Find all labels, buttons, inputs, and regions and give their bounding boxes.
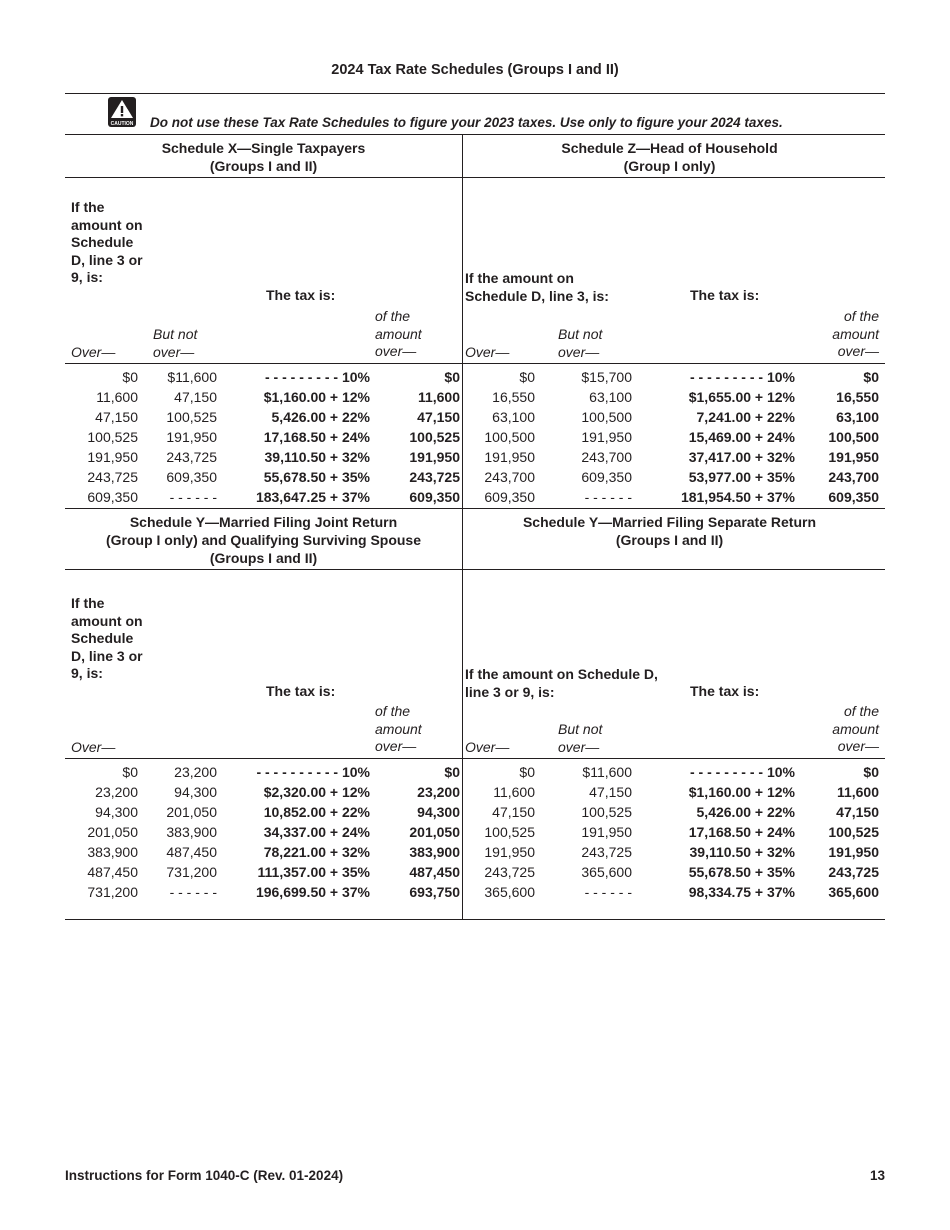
cell-tax: 37,417.00 + 32%: [688, 449, 795, 465]
cell-tax: $1,160.00 + 12%: [688, 784, 795, 800]
cell-over: 243,700: [484, 469, 535, 485]
top-rows: [0, 369, 950, 509]
cell-tax: 5,426.00 + 22%: [696, 804, 795, 820]
table-row: [0, 824, 950, 844]
schedule-y-separate-title: Schedule Y—Married Filing Separate Return (Groups I and II): [522, 514, 817, 548]
cell-of-over: 47,150: [417, 409, 460, 425]
cell-of-over: 16,550: [836, 389, 879, 405]
cell-not-over: 100,525: [581, 804, 632, 820]
schedule-x-title: Schedule X—Single Taxpayers (Groups I and II): [161, 140, 366, 174]
schedule-y-joint-over-label: Over—: [71, 739, 116, 755]
cell-not-over: 63,100: [589, 389, 632, 405]
divider: [65, 363, 885, 364]
cell-over: 191,950: [87, 449, 138, 465]
cell-not-over: $11,600: [582, 764, 632, 780]
cell-of-over: 487,450: [409, 864, 460, 880]
cell-over: 487,450: [87, 864, 138, 880]
cell-tax: 17,168.50 + 24%: [263, 429, 370, 445]
schedule-y-separate-condition: If the amount on Schedule D, line 3 or 9, is:: [465, 666, 658, 700]
cell-of-over: 191,950: [409, 449, 460, 465]
cell-not-over: 487,450: [166, 844, 217, 860]
table-row: [0, 804, 950, 824]
cell-of-over: 11,600: [417, 389, 460, 405]
cell-tax: 55,678.50 + 35%: [688, 864, 795, 880]
table-row: [0, 429, 950, 449]
cell-not-over: $11,600: [167, 369, 217, 385]
cell-of-over: 191,950: [828, 449, 879, 465]
table-row: [0, 764, 950, 784]
cell-over: 100,500: [484, 429, 535, 445]
table-row: [0, 884, 950, 904]
cell-tax: $2,320.00 + 12%: [263, 784, 370, 800]
cell-tax: 39,110.50 + 32%: [689, 844, 795, 860]
cell-over: 100,525: [484, 824, 535, 840]
cell-tax: 196,699.50 + 37%: [255, 884, 370, 900]
cell-over: 47,150: [95, 409, 138, 425]
cell-over: 609,350: [484, 489, 535, 505]
cell-over: 16,550: [492, 389, 535, 405]
cell-not-over: $15,700: [581, 369, 632, 385]
cell-not-over: 94,300: [174, 784, 217, 800]
cell-tax: - - - - - - - - - 10%: [690, 764, 795, 780]
cell-not-over: 201,050: [166, 804, 217, 820]
schedule-z-tax-is: The tax is:: [690, 287, 760, 303]
caution-icon: [108, 97, 136, 127]
cell-not-over: 191,950: [166, 429, 217, 445]
cell-tax: $1,160.00 + 12%: [263, 389, 370, 405]
schedule-x-not-over-label: But not over—: [153, 326, 198, 360]
cell-tax: 78,221.00 + 32%: [263, 844, 370, 860]
cell-not-over: 100,525: [166, 409, 217, 425]
cell-over: 100,525: [87, 429, 138, 445]
cell-of-over: 11,600: [836, 784, 879, 800]
cell-tax: 55,678.50 + 35%: [263, 469, 370, 485]
cell-of-over: 100,500: [828, 429, 879, 445]
cell-tax: - - - - - - - - - - 10%: [256, 764, 370, 780]
cell-tax: 183,647.25 + 37%: [255, 489, 370, 505]
cell-of-over: $0: [444, 369, 460, 385]
footer-form-name: Instructions for Form 1040-C (Rev. 01-2024): [65, 1168, 344, 1183]
cell-of-over: 23,200: [417, 784, 460, 800]
cell-not-over: 243,725: [581, 844, 632, 860]
cell-over: 609,350: [87, 489, 138, 505]
cell-tax: 98,334.75 + 37%: [688, 884, 795, 900]
cell-tax: 53,977.00 + 35%: [688, 469, 795, 485]
cell-not-over: - - - - - -: [584, 884, 632, 900]
cell-over: 191,950: [484, 844, 535, 860]
table-row: [0, 844, 950, 864]
caution-text: Do not use these Tax Rate Schedules to figure your 2023 taxes. Use only to figure your 2024 taxes.: [150, 115, 783, 130]
schedule-y-separate-of-over-label: of the amount over—: [832, 703, 879, 754]
cell-over: $0: [519, 764, 535, 780]
table-row: [0, 469, 950, 489]
table-row: [0, 784, 950, 804]
cell-over: $0: [519, 369, 535, 385]
divider: [65, 758, 885, 759]
cell-over: 243,725: [87, 469, 138, 485]
cell-of-over: 693,750: [409, 884, 460, 900]
cell-tax: 5,426.00 + 22%: [271, 409, 370, 425]
cell-of-over: $0: [863, 369, 879, 385]
cell-not-over: 23,200: [174, 764, 217, 780]
cell-of-over: $0: [863, 764, 879, 780]
cell-over: 201,050: [87, 824, 138, 840]
cell-of-over: 243,725: [409, 469, 460, 485]
cell-of-over: 47,150: [836, 804, 879, 820]
cell-of-over: 191,950: [828, 844, 879, 860]
cell-not-over: 365,600: [581, 864, 632, 880]
schedule-y-joint-of-over-label: of the amount over—: [375, 703, 422, 754]
page-title: 2024 Tax Rate Schedules (Groups I and II): [331, 62, 619, 78]
cell-over: 23,200: [95, 784, 138, 800]
cell-of-over: 100,525: [828, 824, 879, 840]
cell-not-over: 100,500: [581, 409, 632, 425]
cell-tax: - - - - - - - - - 10%: [690, 369, 795, 385]
schedule-z-not-over-label: But not over—: [558, 326, 603, 360]
cell-over: 191,950: [484, 449, 535, 465]
cell-over: 94,300: [95, 804, 138, 820]
cell-tax: 15,469.00 + 24%: [688, 429, 795, 445]
cell-tax: 17,168.50 + 24%: [688, 824, 795, 840]
divider: [65, 93, 885, 94]
cell-of-over: 201,050: [409, 824, 460, 840]
schedule-y-joint-title: Schedule Y—Married Filing Joint Return (Group I only) and Qualifying Surviving Spouse (Groups I and II): [105, 514, 422, 566]
cell-not-over: 47,150: [589, 784, 632, 800]
table-row: [0, 409, 950, 429]
schedule-y-separate-over-label: Over—: [465, 739, 510, 755]
cell-over: 243,725: [484, 864, 535, 880]
divider: [65, 919, 885, 920]
cell-not-over: 191,950: [581, 824, 632, 840]
schedule-y-joint-tax-is: The tax is:: [266, 683, 336, 699]
cell-tax: 111,357.00 + 35%: [257, 864, 370, 880]
cell-of-over: 609,350: [828, 489, 879, 505]
schedule-x-tax-is: The tax is:: [266, 287, 336, 303]
schedule-x-over-label: Over—: [71, 344, 116, 360]
table-row: [0, 864, 950, 884]
schedule-z-condition: If the amount on Schedule D, line 3, is:: [465, 270, 609, 304]
cell-not-over: 731,200: [166, 864, 217, 880]
cell-of-over: 365,600: [828, 884, 879, 900]
schedule-x-condition: If the amount on Schedule D, line 3 or 9, is:: [71, 199, 143, 285]
cell-not-over: 609,350: [166, 469, 217, 485]
bottom-rows: [0, 764, 950, 904]
cell-of-over: 243,700: [828, 469, 879, 485]
schedule-z-of-over-label: of the amount over—: [832, 308, 879, 359]
table-row: [0, 449, 950, 469]
schedule-z-title: Schedule Z—Head of Household (Group I only): [561, 140, 778, 174]
divider: [65, 134, 885, 135]
cell-not-over: 609,350: [581, 469, 632, 485]
cell-tax: 39,110.50 + 32%: [264, 449, 370, 465]
cell-over: 731,200: [87, 884, 138, 900]
cell-not-over: - - - - - -: [169, 884, 217, 900]
divider: [65, 569, 885, 570]
cell-not-over: 383,900: [166, 824, 217, 840]
cell-not-over: 47,150: [174, 389, 217, 405]
cell-of-over: 94,300: [417, 804, 460, 820]
cell-over: 383,900: [87, 844, 138, 860]
page-number: 13: [869, 1168, 885, 1183]
cell-not-over: 243,725: [166, 449, 217, 465]
cell-over: $0: [122, 764, 138, 780]
table-row: [0, 489, 950, 509]
cell-not-over: - - - - - -: [584, 489, 632, 505]
cell-tax: 34,337.00 + 24%: [263, 824, 370, 840]
cell-over: 47,150: [492, 804, 535, 820]
cell-of-over: 383,900: [409, 844, 460, 860]
cell-tax: 10,852.00 + 22%: [263, 804, 370, 820]
schedule-y-separate-tax-is: The tax is:: [690, 683, 760, 699]
divider: [65, 177, 885, 178]
cell-of-over: 100,525: [409, 429, 460, 445]
cell-of-over: 609,350: [409, 489, 460, 505]
cell-of-over: 63,100: [836, 409, 879, 425]
cell-over: 63,100: [492, 409, 535, 425]
caution-icon-label: CAUTION: [110, 121, 134, 127]
table-row: [0, 369, 950, 389]
cell-of-over: 243,725: [828, 864, 879, 880]
cell-tax: 7,241.00 + 22%: [696, 409, 795, 425]
cell-not-over: 243,700: [581, 449, 632, 465]
cell-not-over: 191,950: [581, 429, 632, 445]
cell-over: $0: [122, 369, 138, 385]
schedule-y-separate-not-over-label: But not over—: [558, 721, 603, 755]
cell-tax: $1,655.00 + 12%: [688, 389, 795, 405]
cell-over: 11,600: [493, 784, 535, 800]
cell-over: 365,600: [484, 884, 535, 900]
cell-over: 11,600: [96, 389, 138, 405]
cell-tax: - - - - - - - - - 10%: [265, 369, 370, 385]
table-row: [0, 389, 950, 409]
cell-of-over: $0: [444, 764, 460, 780]
schedule-x-of-over-label: of the amount over—: [375, 308, 422, 359]
schedule-z-over-label: Over—: [465, 344, 510, 360]
schedule-y-joint-condition: If the amount on Schedule D, line 3 or 9, is:: [71, 595, 143, 681]
cell-tax: 181,954.50 + 37%: [680, 489, 795, 505]
cell-not-over: - - - - - -: [169, 489, 217, 505]
